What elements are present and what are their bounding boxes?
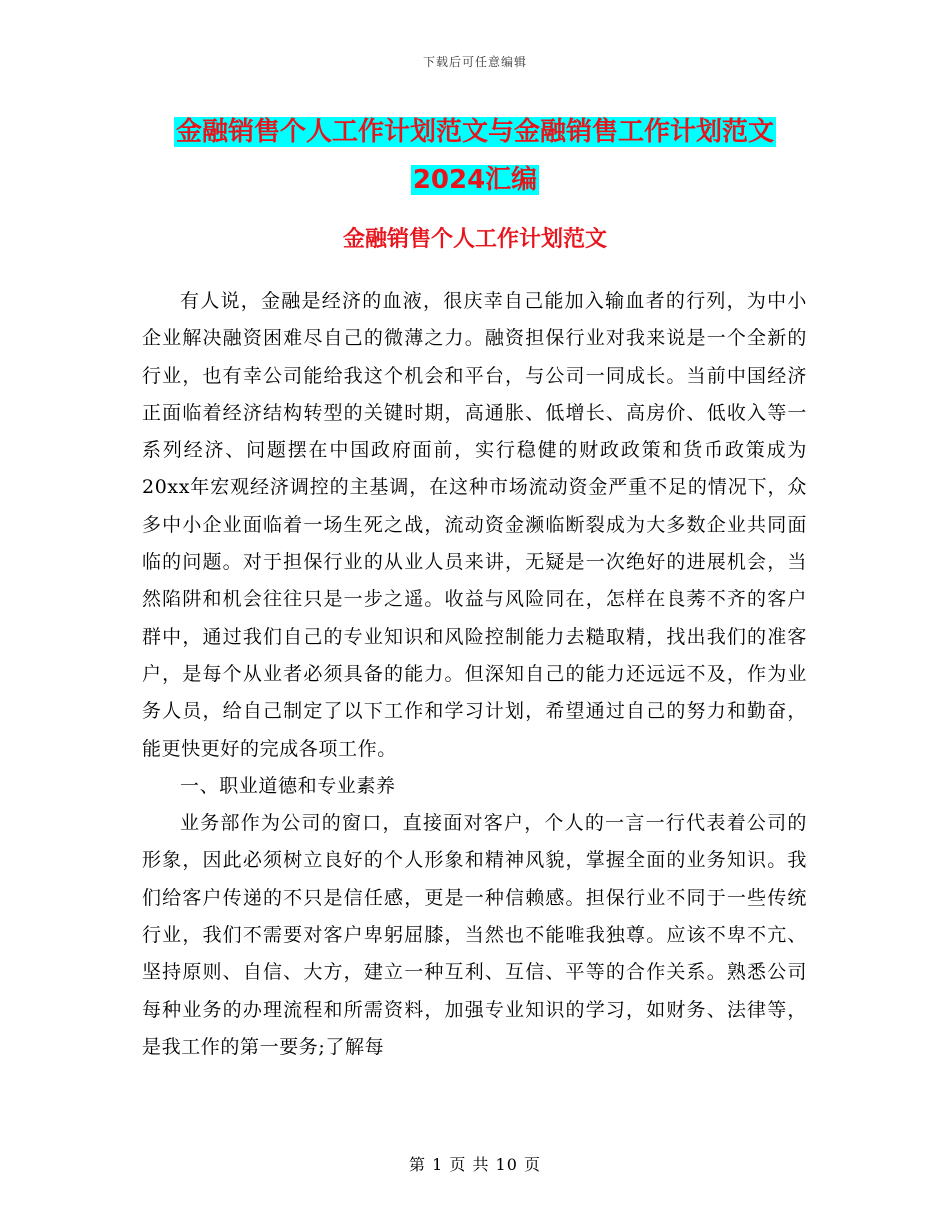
page-header-note: 下载后可任意编辑 [422,55,527,69]
document-title-line-2: 2024汇编 [412,165,538,195]
body-heading-ethics: 一、职业道德和专业素养 [180,774,396,797]
section-title: 金融销售个人工作计划范文 [342,227,607,252]
page-number: 第 1 页 共 10 页 [409,1155,541,1174]
document-title [140,108,810,204]
body-paragraph-ethics: 业务部作为公司的窗口，直接面对客户，个人的一言一行代表着公司的形象，因此必须树立良好的个人形象和精神风貌，掌握全面的业务知识。我们给客户传递的不只是信任感，更是一种信赖感。担保行业不同于一些传统行业，我们不需要对客户卑躬屈膝，当然也不能唯我独尊。应该不卑不亢、坚持原则、自信、大方，建立一种互利、互信、平等的合作关系。熟悉公司每种业务的办理流程和所需资料，加强专业知识的学习，如财务、法律等，是我工作的第一要务;了解每 [142,812,807,1058]
document-body [142,283,807,1066]
body-paragraph-intro: 有人说，金融是经济的血液，很庆幸自己能加入输血者的行列，为中小企业解决融资困难尽自己的微薄之力。融资担保行业对我来说是一个全新的行业，也有幸公司能给我这个机会和平台，与公司一同成长。当前中国经济正面临着经济结构转型的关键时期，高通胀、低增长、高房价、低收入等一系列经济、问题摆在中国政府面前，实行稳健的财政政策和货币政策成为20xx年宏观经济调控的主基调，在这种市场流动资金严重不足的情况下，众多中小企业面临着一场生死之战，流动资金濒临断裂成为大多数企业共同面临的问题。对于担保行业的从业人员来讲，无疑是一次绝好的进展机会，当然陷阱和机会往往只是一步之遥。收益与风险同在，怎样在良莠不齐的客户群中，通过我们自己的专业知识和风险控制能力去糙取精，找出我们的准客户，是每个从业者必须具备的能力。但深知自己的能力还远远不及，作为业务人员，给自己制定了以下工作和学习计划，希望通过自己的努力和勤奋，能更快更好的完成各项工作。 [142,290,807,760]
document-title-line-1: 金融销售个人工作计划范文与金融销售工作计划范文 [175,117,774,147]
